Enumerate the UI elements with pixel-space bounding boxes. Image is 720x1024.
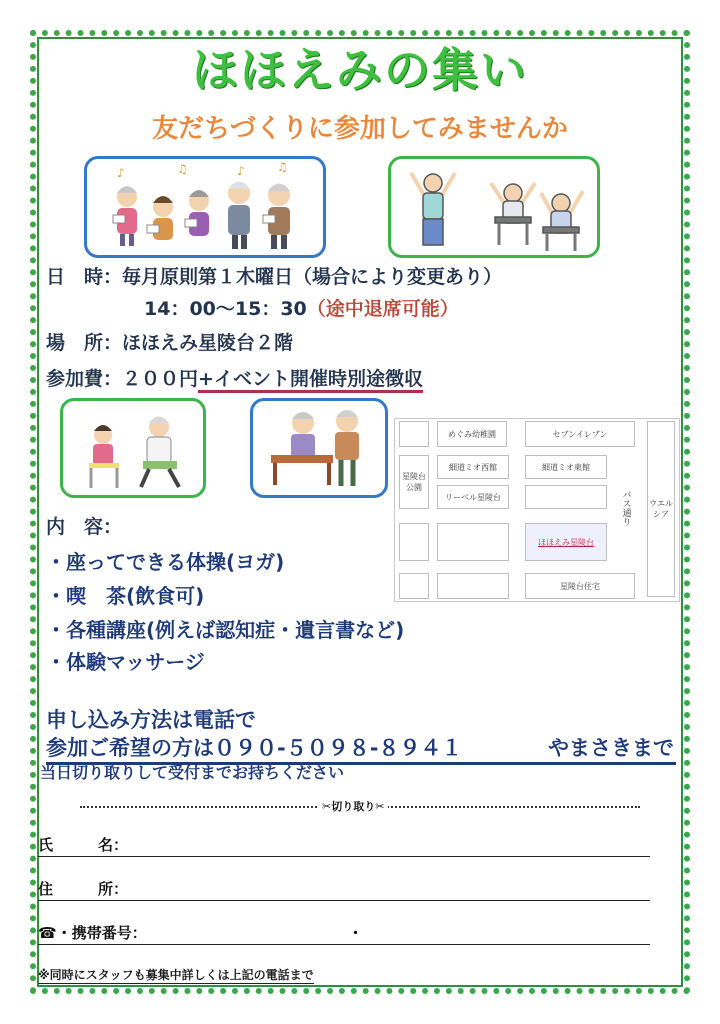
map-block-mio-west: 細道ミオ西館 xyxy=(437,455,509,479)
phone-row xyxy=(38,922,147,943)
map-block-hohoemi-target: ほほえみ星陵台 xyxy=(525,523,607,561)
scissors-icon: ✂ xyxy=(322,800,332,813)
cut-label xyxy=(318,798,388,814)
fee-label: 参加費： xyxy=(46,368,123,390)
phone-label: ・携帯番号： xyxy=(56,924,147,942)
stretching-seniors-illustration xyxy=(60,398,206,498)
address-label: 住 所： xyxy=(38,880,129,898)
location-map xyxy=(394,418,680,602)
date-value: 毎月原則第１木曜日（場合により変更あり） xyxy=(122,266,503,288)
footer-note: ※同時にスタッフも募集中詳しくは上記の電話まで xyxy=(38,968,314,982)
name-label: 氏 名： xyxy=(38,836,129,854)
content-label: 内 容： xyxy=(46,516,123,538)
map-block-welcia: ウエルシア xyxy=(647,421,675,597)
singing-seniors-illustration xyxy=(84,156,326,258)
couple-bench-illustration xyxy=(250,398,388,498)
fee-extra: +イベント開催時別途徴収 xyxy=(198,368,423,393)
name-field-line[interactable] xyxy=(38,856,650,857)
svg-text:♫: ♫ xyxy=(177,162,188,176)
fee-row xyxy=(46,364,423,391)
content-item: ・喫 茶(飲食可) xyxy=(46,584,205,608)
scissors-icon: ✂ xyxy=(375,800,385,813)
place-label: 場 所： xyxy=(46,332,123,354)
place-row xyxy=(46,328,293,355)
content-item: ・体験マッサージ xyxy=(46,650,205,674)
map-block xyxy=(399,523,429,561)
map-bus-street-label: バス通り xyxy=(617,455,635,561)
map-block-liberu: リーベル星陵台 xyxy=(437,485,509,509)
date-row xyxy=(46,262,502,289)
fee-value: ２００円 xyxy=(122,368,199,390)
map-block xyxy=(399,421,429,447)
phone-field-line[interactable] xyxy=(38,944,650,945)
time-value: 14：00～15：30 xyxy=(144,298,307,320)
page-subtitle: 友だちづくりに参加してみませんか xyxy=(152,114,568,144)
map-block-mio-east: 細道ミオ東館 xyxy=(525,455,607,479)
apply-contact: やまさきまで xyxy=(548,736,674,760)
map-block xyxy=(437,523,509,561)
page-title: ほほえみの集い xyxy=(192,43,528,97)
map-block-housing: 星陵台住宅 xyxy=(525,573,635,599)
exercise-seniors-illustration xyxy=(388,156,600,258)
svg-text:♫: ♫ xyxy=(277,160,288,174)
content-item: ・各種講座(例えば認知症・遺言書など) xyxy=(46,618,405,642)
map-block xyxy=(399,573,429,599)
map-block-kindergarten: めぐみ幼稚園 xyxy=(437,421,507,447)
apply-method: 申し込み方法は電話で xyxy=(46,708,256,732)
map-block xyxy=(525,485,607,509)
content-item: ・座ってできる体操(ヨガ) xyxy=(46,550,285,574)
telephone-icon: ☎ xyxy=(38,924,57,942)
address-field-line[interactable] xyxy=(38,900,650,901)
cut-text: 切り取り xyxy=(331,800,376,813)
place-value: ほほえみ星陵台２階 xyxy=(122,332,294,354)
map-block-seven-eleven: セブンイレブン xyxy=(525,421,635,447)
phone-separator: ・ xyxy=(348,924,364,942)
map-block xyxy=(437,573,509,599)
map-block-park: 星陵台公園 xyxy=(399,455,429,509)
date-label: 日 時： xyxy=(46,266,123,288)
apply-note: 当日切り取りして受付までお持ちください xyxy=(40,763,345,782)
apply-phone: 参加ご希望の方は０９０-５０９８-８９４１ xyxy=(46,736,463,760)
time-note: （途中退席可能） xyxy=(306,298,459,320)
svg-text:♪: ♪ xyxy=(237,164,245,178)
time-row xyxy=(144,294,459,321)
svg-text:♪: ♪ xyxy=(117,166,125,180)
